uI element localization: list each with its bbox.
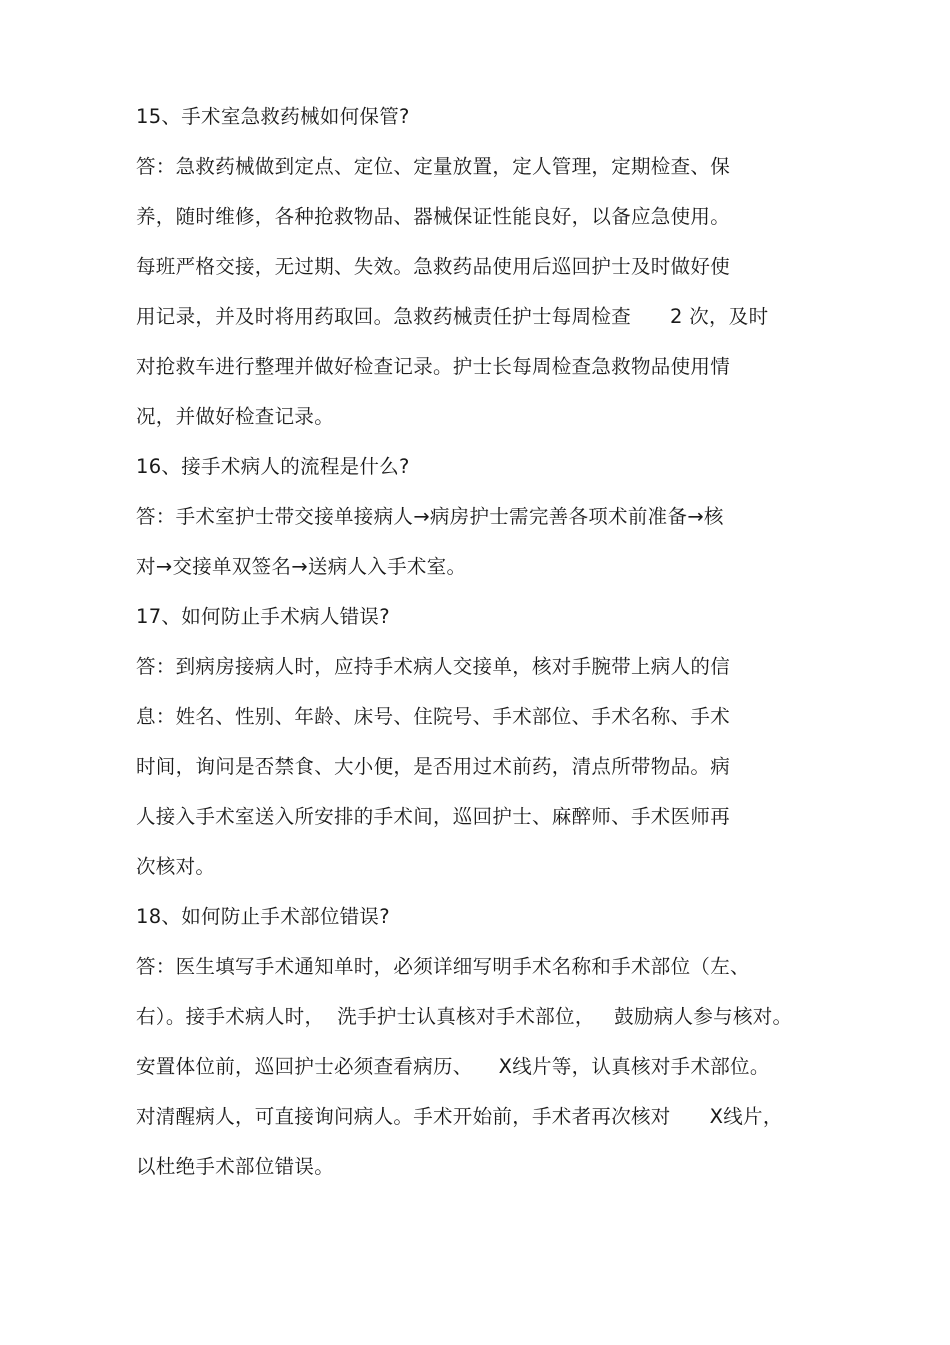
answer-17-line-2: 息：姓名、性别、年龄、床号、住院号、手术部位、手术名称、手术 [136, 705, 731, 728]
answer-15-line-3: 每班严格交接，无过期、失效。急救药品使用后巡回护士及时做好使 [136, 255, 731, 278]
answer-17-line-1: 答：到病房接病人时，应持手术病人交接单，核对手腕带上病人的信 [136, 655, 731, 678]
answer-17-line-3: 时间，询问是否禁食、大小便，是否用过术前药，清点所带物品。病 [136, 755, 731, 778]
answer-18-line-1: 答：医生填写手术通知单时，必须详细写明手术名称和手术部位（左、 [136, 955, 750, 978]
question-17-title: 17、如何防止手术病人错误? [136, 605, 390, 628]
answer-15-line-2: 养，随时维修，各种抢救物品、器械保证性能良好，以备应急使用。 [136, 205, 731, 228]
answer-18-line-3: 安置体位前，巡回护士必须查看病历、 X线片等，认真核对手术部位。 [136, 1055, 770, 1078]
answer-17-line-4: 人接入手术室送入所安排的手术间，巡回护士、麻醉师、手术医师再 [136, 805, 731, 828]
answer-18-line-4: 对清醒病人，可直接询问病人。手术开始前，手术者再次核对 X线片， [136, 1105, 783, 1128]
answer-17-line-5: 次核对。 [136, 855, 216, 878]
answer-18-line-2: 右）。接手术病人时， 洗手护士认真核对手术部位， 鼓励病人参与核对。 [136, 1005, 793, 1028]
answer-15-line-1: 答：急救药械做到定点、定位、定量放置，定人管理，定期检查、保 [136, 155, 731, 178]
question-15-title: 15、手术室急救药械如何保管? [136, 105, 410, 128]
answer-15-line-6: 况，并做好检查记录。 [136, 405, 335, 428]
question-16-title: 16、接手术病人的流程是什么? [136, 455, 410, 478]
answer-15-line-4: 用记录，并及时将用药取回。急救药械责任护士每周检查 2 次，及时 [136, 305, 769, 328]
answer-16-line-2: 对→交接单双签名→送病人入手术室。 [136, 555, 467, 578]
answer-18-line-5: 以杜绝手术部位错误。 [136, 1155, 335, 1178]
question-18-title: 18、如何防止手术部位错误? [136, 905, 390, 928]
answer-16-line-1: 答：手术室护士带交接单接病人→病房护士需完善各项术前准备→核 [136, 505, 724, 528]
answer-15-line-5: 对抢救车进行整理并做好检查记录。护士长每周检查急救物品使用情 [136, 355, 731, 378]
